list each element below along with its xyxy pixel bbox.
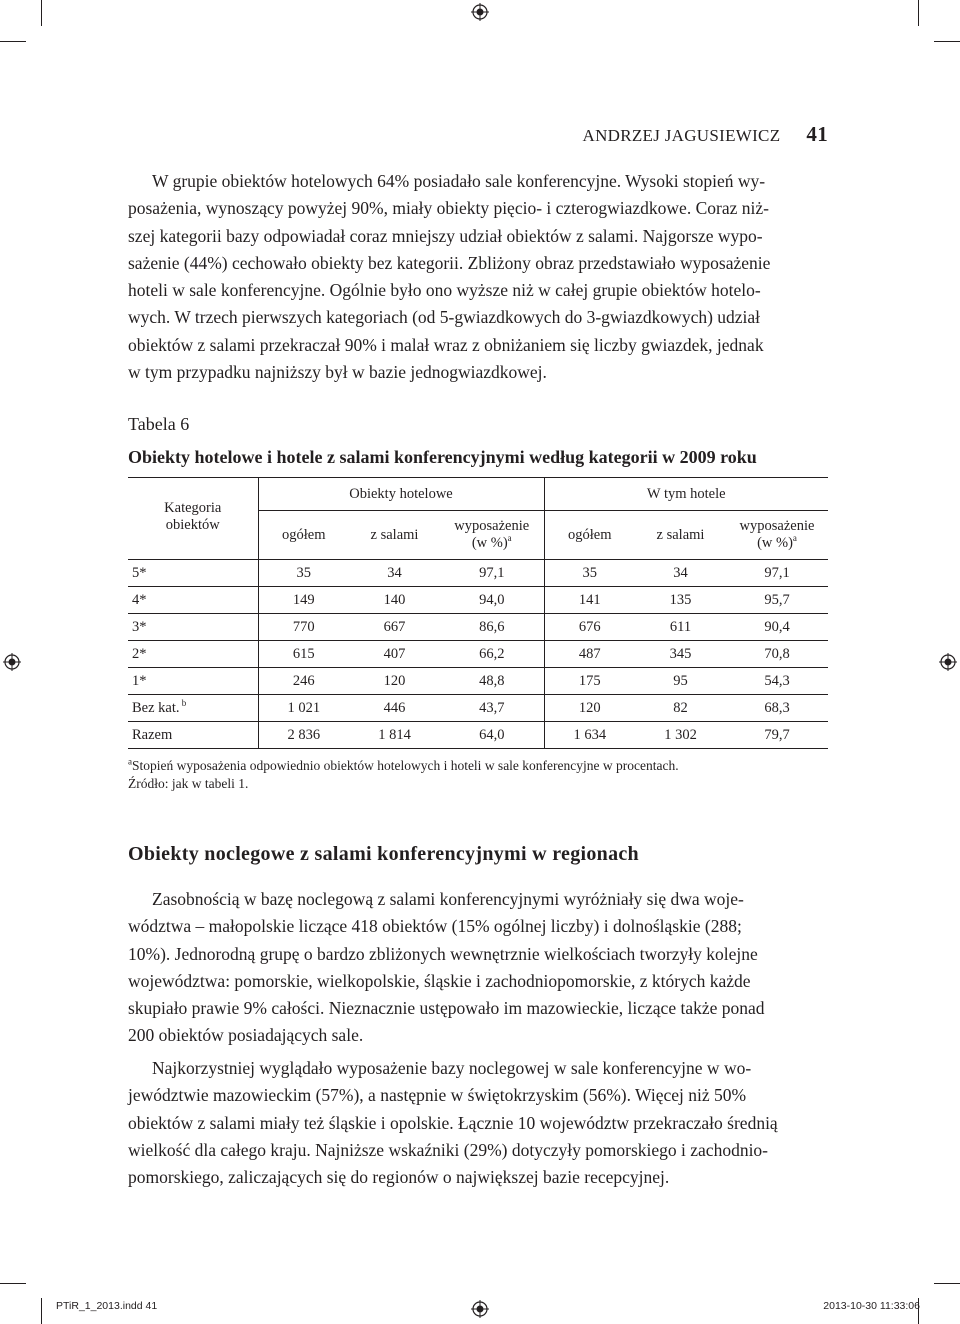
row-category: 2*	[128, 641, 258, 668]
section-heading: Obiekty noclegowe z salami konferencyjnymi w regionach	[128, 843, 639, 865]
table-label: Tabela 6	[128, 414, 190, 434]
column-group-hotel-objects: Obiekty hotelowe	[258, 478, 544, 511]
crop-mark	[918, 0, 919, 26]
table-cell: 82	[635, 695, 726, 722]
text-line: wych. W trzech pierwszych kategoriach (od 5-gwiazdkowych do 3-gwiazdkowych) udział	[128, 307, 761, 328]
table-cell: 48,8	[440, 668, 544, 695]
text-line: w tym przypadku najniższy był w bazie jednogwiazdkowej.	[128, 362, 547, 383]
column-header-equipment: wyposażenie (w %)$^a$	[440, 511, 544, 560]
text-line: 200 obiektów posiadających sale.	[128, 1025, 364, 1046]
row-category: 5*	[128, 560, 258, 587]
table-footnote: $^a$Stopień wyposażenia odpowiednio obiektów hotelowych i hoteli w sale konferencyjne w procentach.	[128, 756, 679, 773]
footnote-marker: b	[179, 697, 187, 708]
table-row	[128, 668, 828, 695]
text-line: pomorskiego, zaliczających się do regionów o największej bazie recepcyjnej.	[128, 1167, 670, 1188]
table-cell: 120	[349, 668, 440, 695]
text-line: 10%). Jednorodną grupę o bardzo zbliżonych wewnętrznie wielkościach tworzyły kolejne	[128, 943, 758, 964]
table-cell: 140	[349, 587, 440, 614]
registration-mark-icon	[3, 653, 21, 671]
table-cell: 95,7	[726, 587, 828, 614]
crop-mark	[934, 1283, 960, 1284]
text-line: Najkorzystniej wyglądało wyposażenie bazy noclegowej w sale konferencyjne w wo-	[152, 1058, 752, 1078]
table-cell: 90,4	[726, 614, 828, 641]
crop-mark	[41, 0, 42, 26]
table-cell: 97,1	[726, 560, 828, 587]
row-category: 1*	[128, 668, 258, 695]
row-category: 3*	[128, 614, 258, 641]
table-cell: 97,1	[440, 560, 544, 587]
table-cell: 446	[349, 695, 440, 722]
column-header-equipment: wyposażenie (w %)$^a$	[726, 511, 828, 560]
crop-mark	[0, 41, 26, 42]
registration-mark-icon	[471, 3, 489, 21]
table-cell: 34	[635, 560, 726, 587]
table-cell: 2 836	[258, 722, 349, 749]
table-cell: 770	[258, 614, 349, 641]
table-row	[128, 695, 828, 722]
table-cell: 175	[544, 668, 635, 695]
table-cell: 66,2	[440, 641, 544, 668]
table-cell: 345	[635, 641, 726, 668]
intro-paragraph	[128, 168, 828, 386]
column-header-total: ogółem	[544, 511, 635, 560]
table-cell: 64,0	[440, 722, 544, 749]
text-line: obiektów z salami przekraczał 90% i malał wraz z obniżaniem się liczby gwiazdek, jednak	[128, 334, 764, 355]
table-cell: 94,0	[440, 587, 544, 614]
table-row	[128, 587, 828, 614]
table-cell: 79,7	[726, 722, 828, 749]
registration-mark-icon	[471, 1300, 489, 1318]
column-header-with-rooms: z salami	[349, 511, 440, 560]
table-cell: 1 634	[544, 722, 635, 749]
text-line: W grupie obiektów hotelowych 64% posiadało sale konferencyjne. Wysoki stopień wy-	[152, 171, 766, 191]
table-cell: 615	[258, 641, 349, 668]
text-line: wielkość dla całego kraju. Najniższe wskaźniki (29%) dotyczyły pomorskiego i zachodnio-	[128, 1139, 769, 1160]
text-line: sażenie (44%) cechowało obiekty bez kategorii. Zbliżony obraz przedstawiało wyposażenie	[128, 252, 771, 273]
column-header-category: Kategoria obiektów	[128, 478, 258, 560]
table-cell: 34	[349, 560, 440, 587]
text-line: obiektów z salami miały też śląskie i opolskie. Łącznie 10 województw przekraczało średnią	[128, 1112, 778, 1133]
table-cell: 70,8	[726, 641, 828, 668]
table-cell: 35	[544, 560, 635, 587]
table-cell: 35	[258, 560, 349, 587]
table-cell: 676	[544, 614, 635, 641]
table-cell: 95	[635, 668, 726, 695]
table-row	[128, 722, 828, 749]
text-line: hoteli w sale konferencyjne. Ogólnie było ono wyższe niż w całej grupie obiektów hotelo-	[128, 280, 761, 301]
table-caption: Obiekty hotelowe i hotele z salami konferencyjnymi według kategorii w 2009 roku	[128, 447, 757, 467]
crop-mark	[41, 1298, 42, 1324]
table-row	[128, 641, 828, 668]
row-category: 4*	[128, 587, 258, 614]
text-line: wództwa – małopolskie liczące 418 obiektów (15% ogólnej liczby) i dolnośląskie (288;	[128, 916, 742, 937]
running-header	[128, 122, 828, 150]
table-cell: 149	[258, 587, 349, 614]
row-category: Razem	[128, 722, 258, 749]
column-group-hotels: W tym hotele	[544, 478, 828, 511]
text-line: Zasobnością w bazę noclegową z salami konferencyjnymi wyróżniały się dwa woje-	[152, 889, 744, 909]
table-cell: 135	[635, 587, 726, 614]
table-cell: 1 021	[258, 695, 349, 722]
text-line: województwa: pomorskie, wielkopolskie, śląskie i zachodniopomorskie, z których każde	[128, 970, 751, 991]
crop-mark	[934, 41, 960, 42]
table-cell: 1 814	[349, 722, 440, 749]
row-category: Bez kat. $^b$	[128, 695, 258, 722]
column-header-total: ogółem	[258, 511, 349, 560]
table-cell: 1 302	[635, 722, 726, 749]
table-cell: 54,3	[726, 668, 828, 695]
print-file-info: PTiR_1_2013.indd 41	[56, 1300, 158, 1312]
table-cell: 487	[544, 641, 635, 668]
table-source: Źródło: jak w tabeli 1.	[128, 776, 249, 791]
header-author: ANDRZEJ JAGUSIEWICZ	[582, 126, 781, 145]
table-cell: 120	[544, 695, 635, 722]
page-number: 41	[806, 122, 828, 146]
table-cell: 86,6	[440, 614, 544, 641]
table-cell: 68,3	[726, 695, 828, 722]
registration-mark-icon	[939, 653, 957, 671]
column-header-with-rooms: z salami	[635, 511, 726, 560]
table-row	[128, 614, 828, 641]
data-table	[128, 477, 828, 749]
table-cell: 246	[258, 668, 349, 695]
table-cell: 667	[349, 614, 440, 641]
text-line: skupiało prawie 9% całości. Nieznacznie ustępowało im mazowieckie, liczące także ponad	[128, 998, 765, 1019]
table-row	[128, 560, 828, 587]
table-cell: 611	[635, 614, 726, 641]
table-cell: 43,7	[440, 695, 544, 722]
body-paragraph	[128, 886, 828, 1050]
table-cell: 407	[349, 641, 440, 668]
crop-mark	[0, 1283, 26, 1284]
text-line: jewództwie mazowieckim (57%), a następnie w świętokrzyskim (56%). Więcej niż 50%	[128, 1085, 747, 1106]
text-line: posażenia, wynoszący powyżej 90%, miały obiekty pięcio- i czterogwiazdkowe. Coraz niż-	[128, 198, 769, 219]
table-cell: 141	[544, 587, 635, 614]
text-line: szej kategorii bazy odpowiadał coraz mniejszy udział obiektów z salami. Najgorsze wypo-	[128, 225, 763, 246]
body-paragraph	[128, 1055, 828, 1191]
print-timestamp: 2013-10-30 11:33:06	[823, 1300, 920, 1312]
